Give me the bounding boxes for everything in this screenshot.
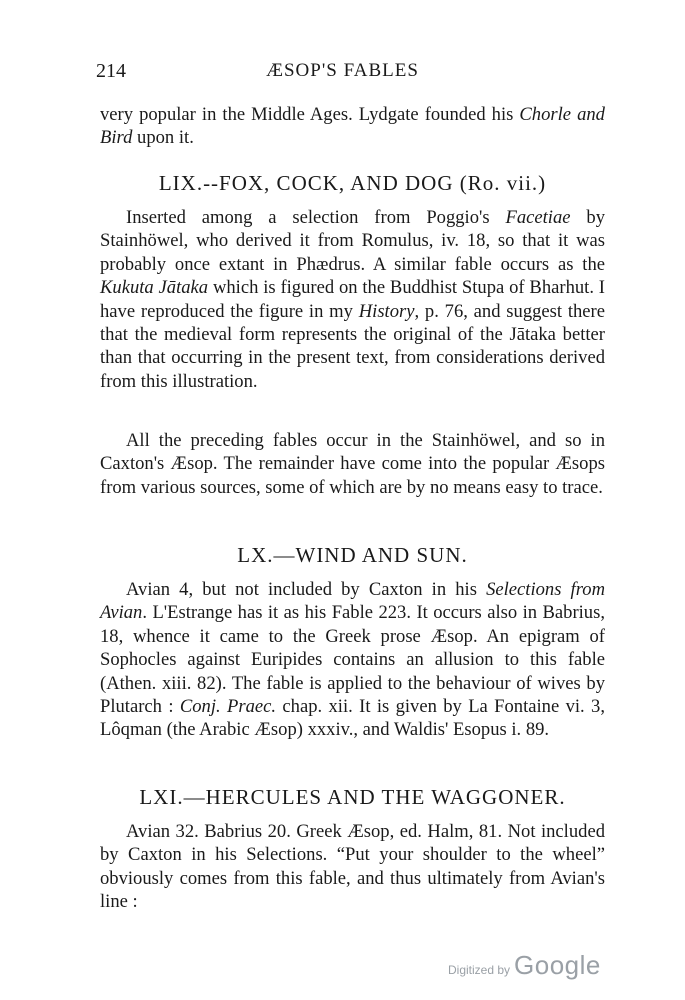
italic-text: Selections from Avian: [100, 579, 605, 624]
text: chap. xii. It is given by La Fontaine vi. 3, Lôqman (the Arabic Æsop) xxxiv., and Waldis' Esopus i. 89.: [100, 696, 605, 741]
section-heading-lix: LIX.--FOX, COCK, AND DOG (Ro. vii.): [158, 171, 547, 195]
watermark-prefix: Digitized by: [448, 963, 511, 977]
section-heading-lx: LX.—WIND AND SUN.: [237, 543, 468, 567]
page-number: 214: [96, 60, 126, 82]
continued-paragraph: [100, 103, 605, 150]
section-lxi-body: [100, 820, 605, 914]
continued-title-italic: Chorle and Bird: [100, 104, 605, 149]
section-lix-paragraph-2: [100, 429, 605, 499]
section-lx-body: [100, 578, 605, 742]
running-title: ÆSOP'S FABLES: [266, 60, 419, 81]
digitized-by-google-watermark: [448, 950, 601, 981]
section-lix-body: [100, 206, 605, 393]
text: . L'Estrange has it as his Fable 223. It occurs also in Babrius, 18, whence it came to the Greek prose Æsop. An epigram of Sophocles against Euripides contains an allusion to this fable (Athen. xiii. 82). The fable is applied to the behaviour of wives by Plutarch :: [100, 602, 605, 718]
text: which is figured on the Buddhist Stupa of Bharhut. I have reproduced the figure in my: [100, 277, 605, 322]
italic-text: History: [358, 300, 415, 322]
italic-text: Conj. Praec.: [179, 696, 277, 718]
continued-line: [100, 103, 605, 150]
italic-text: Kukuta Jātaka: [100, 277, 209, 299]
continued-tail: upon it.: [132, 127, 194, 149]
text: by Stainhöwel, who derived it from Romulus, iv. 18, so that it was probably once extant in Phædrus. A similar fable occurs as the: [100, 207, 605, 275]
text: Inserted among a selection from Poggio's: [126, 207, 506, 228]
text: , p. 76, and suggest there that the medieval form represents the original of the Jātaka better than that occurring in the present text, from considerations derived from this illustration.: [100, 300, 605, 392]
section-lx-paragraph: [100, 578, 605, 742]
watermark-brand: Google: [514, 950, 601, 980]
paragraph-text: All the preceding fables occur in the Stainhöwel, and so in Caxton's Æsop. The remainder have come into the popular Æsops from various sources, some of which are by no means easy to trace.: [100, 430, 605, 498]
section-lxi-paragraph: Avian 32. Babrius 20. Greek Æsop, ed. Halm, 81. Not included by Caxton in his Selections. “Put your shoulder to the wheel” obviously comes from this fable, and thus ultimately from Avian's line :: [100, 821, 605, 913]
section-lix-paragraph-1: [100, 206, 605, 393]
text: Avian 4, but not included by Caxton in his: [126, 579, 487, 600]
continued-text: very popular in the Middle Ages. Lydgate founded his: [100, 104, 514, 125]
italic-text: Facetiae: [505, 207, 571, 228]
section-heading-lxi: LXI.—HERCULES AND THE WAGGONER.: [139, 785, 566, 809]
